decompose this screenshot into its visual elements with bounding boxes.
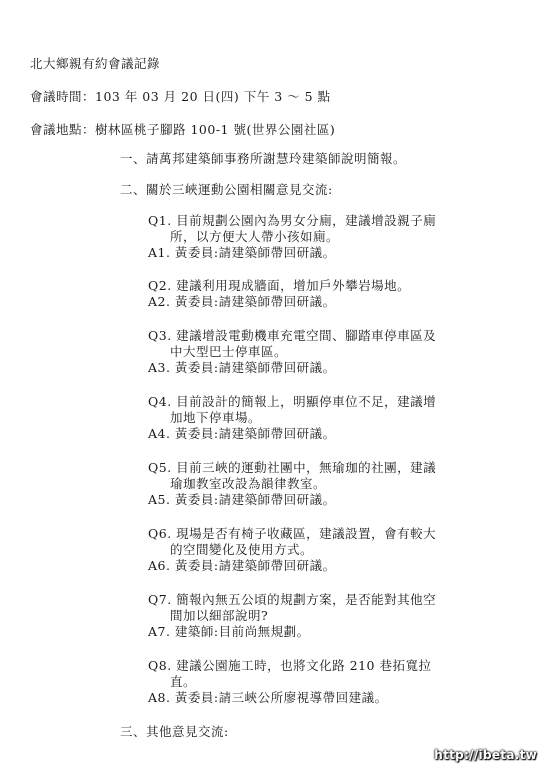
answer-1: A1. 黃委員:請建築師帶回研議。 <box>148 245 336 260</box>
section-2-heading: 二、關於三峽運動公園相關意見交流: <box>120 182 333 197</box>
question-8-cont: 直。 <box>170 674 197 689</box>
answer-5: A5. 黃委員:請建築師帶回研議。 <box>148 492 336 507</box>
question-3-cont: 中大型巴士停車區。 <box>170 344 288 359</box>
question-7-cont: 間加以細部說明? <box>170 608 269 623</box>
question-4: Q4. 目前設計的簡報上，明顯停車位不足，建議增 <box>148 394 437 409</box>
question-1-cont: 所，以方便大人帶小孩如廁。 <box>170 229 340 244</box>
answer-2: A2. 黃委員:請建築師帶回研議。 <box>148 294 336 309</box>
question-8: Q8. 建議公園施工時，也將文化路 210 巷拓寬拉 <box>148 658 432 673</box>
answer-7: A7. 建築師:目前尚無規劃。 <box>148 624 310 639</box>
question-7: Q7. 簡報內無五公頃的規劃方案，是否能對其他空 <box>148 592 437 607</box>
question-5-cont: 瑜珈教室改設為韻律教室。 <box>170 476 327 491</box>
question-4-cont: 加地下停車場。 <box>170 410 262 425</box>
section-1: 一、請萬邦建築師事務所謝慧玲建築師說明簡報。 <box>120 151 407 166</box>
answer-4: A4. 黃委員:請建築師帶回研議。 <box>148 426 336 441</box>
meeting-time: 會議時間：103 年 03 月 20 日(四) 下午 3 ～ 5 點 <box>30 89 331 104</box>
answer-8: A8. 黃委員:請三峽公所廖視導帶回建議。 <box>148 690 388 705</box>
section-3-heading: 三、其他意見交流: <box>120 724 229 739</box>
question-6: Q6. 現場是否有椅子收藏區，建議設置，會有較大 <box>148 526 437 541</box>
question-1: Q1. 目前規劃公園內為男女分廁，建議增設親子廁 <box>148 213 437 228</box>
question-2: Q2. 建議利用現成牆面，增加戶外攀岩場地。 <box>148 278 411 293</box>
question-5: Q5. 目前三峽的運動社團中，無瑜珈的社團，建議 <box>148 460 437 475</box>
question-3: Q3. 建議增設電動機車充電空間、腳踏車停車區及 <box>148 328 437 343</box>
answer-6: A6. 黃委員:請建築師帶回研議。 <box>148 558 336 573</box>
watermark: http://ibeta.tw <box>434 748 537 762</box>
document-title: 北大鄉親有約會議記錄 <box>30 56 161 71</box>
meeting-place: 會議地點：樹林區桃子腳路 100-1 號(世界公園社區) <box>30 122 336 137</box>
answer-3: A3. 黃委員:請建築師帶回研議。 <box>148 360 336 375</box>
question-6-cont: 的空間變化及使用方式。 <box>170 542 314 557</box>
